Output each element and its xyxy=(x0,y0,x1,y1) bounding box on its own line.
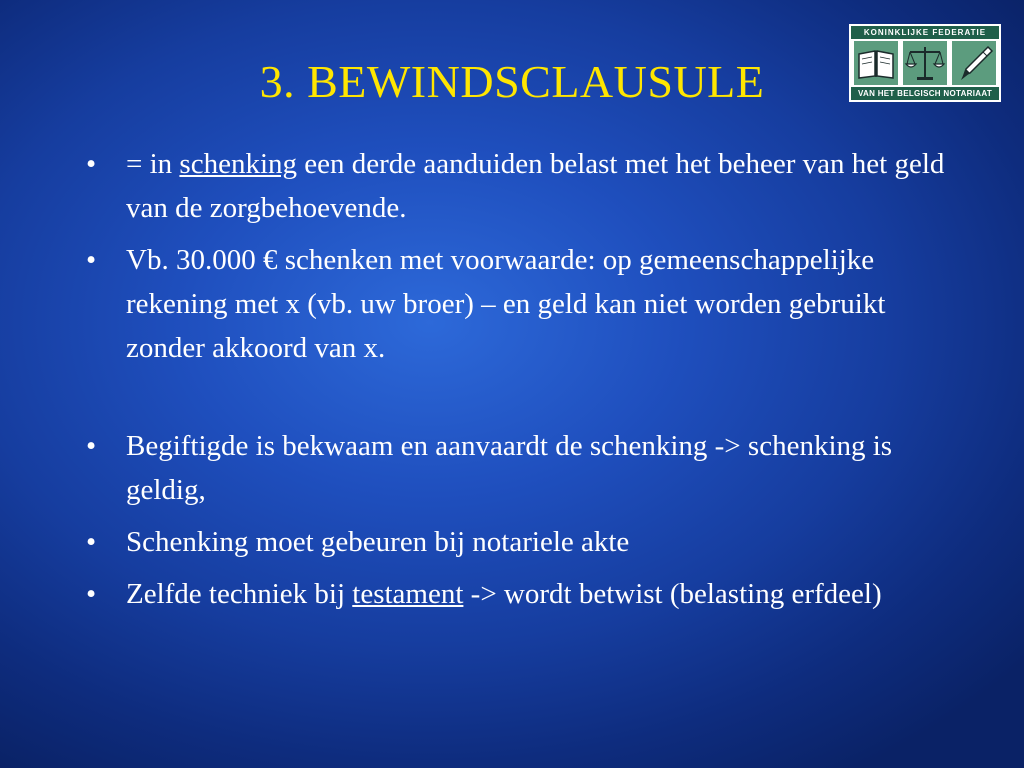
bullet-dot: • xyxy=(86,526,97,558)
bullet-text: = in xyxy=(126,148,180,180)
bullet-text: Vb. 30.000 € schenken met voorwaarde: op gemeenschappelijke rekening met x (vb. uw broer) – en geld kan niet worden gebruikt zonder akkoord van x. xyxy=(126,244,886,364)
bullet-text: Begiftigde is bekwaam en aanvaardt de schenking -> schenking is geldig, xyxy=(126,430,893,506)
bullet-item xyxy=(86,424,956,512)
scales-icon xyxy=(903,41,947,85)
bullet-item xyxy=(86,238,956,370)
bullet-dot: • xyxy=(86,430,97,462)
bullet-item xyxy=(86,142,956,230)
bullet-item xyxy=(86,520,956,564)
notariaat-logo xyxy=(849,24,1001,102)
bullet-list xyxy=(86,142,956,624)
bullet-text: een derde aanduiden belast met het beheer van het geld van de zorgbehoevende. xyxy=(126,148,945,224)
book-icon xyxy=(854,41,898,85)
bullet-dot: • xyxy=(86,578,97,610)
bullet-text: -> wordt betwist (belasting erfdeel) xyxy=(463,578,882,610)
underlined-term: testament xyxy=(352,578,464,610)
slide-title: 3. BEWINDSCLAUSULE xyxy=(259,56,765,107)
bullet-dot: • xyxy=(86,148,97,180)
bullet-dot: • xyxy=(86,244,97,276)
underlined-term: schenking xyxy=(179,148,298,180)
logo-bottom-text: VAN HET BELGISCH NOTARIAAT xyxy=(851,87,999,100)
bullet-text: Zelfde techniek bij xyxy=(126,578,353,610)
bullet-item xyxy=(86,572,956,616)
fountain-pen-icon xyxy=(952,41,996,85)
bullet-text: Schenking moet gebeuren bij notariele akte xyxy=(126,526,630,558)
logo-top-text: KONINKLIJKE FEDERATIE xyxy=(851,26,999,39)
